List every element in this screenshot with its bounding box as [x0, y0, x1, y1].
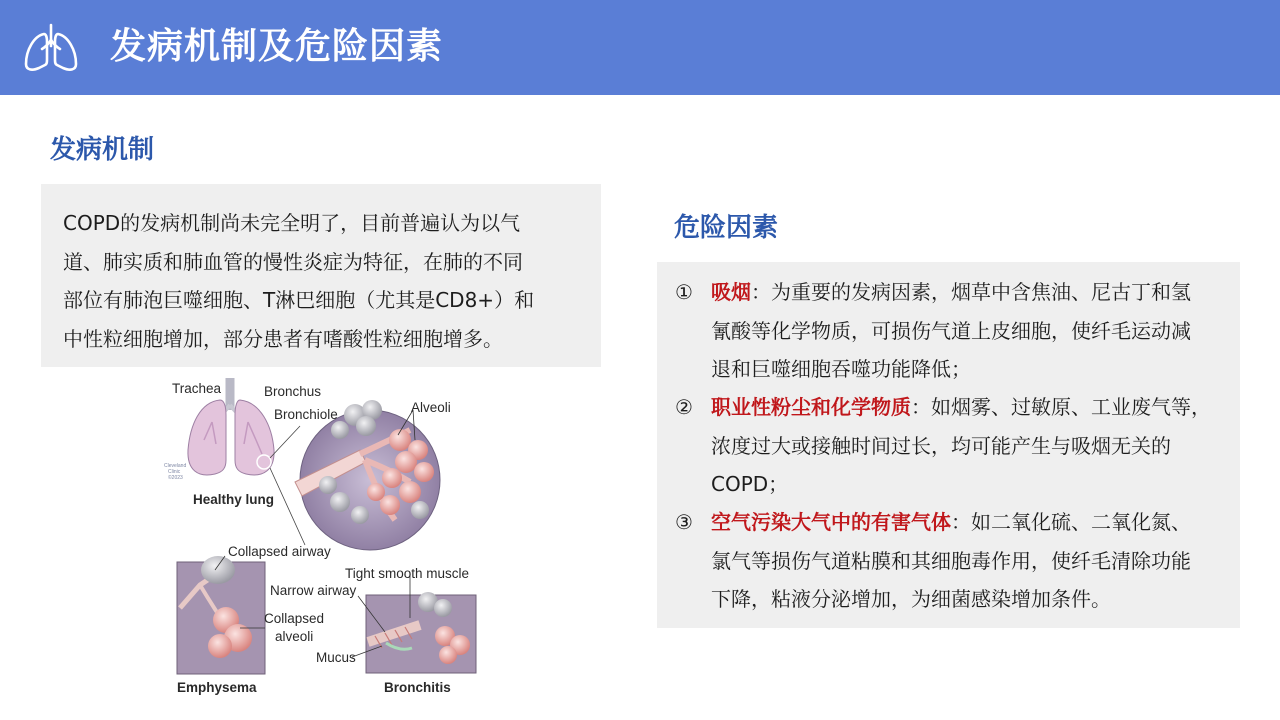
risk-keyword: 吸烟	[711, 280, 751, 304]
risk-text: ：为重要的发病因素，烟草中含焦油、尼古丁和氢	[751, 280, 1191, 304]
label-collapsed-airway: Collapsed airway	[228, 544, 331, 559]
mechanism-text	[63, 204, 579, 358]
mechanism-panel	[41, 184, 601, 367]
risk-number: ③	[675, 510, 693, 534]
label-bronchiole: Bronchiole	[274, 407, 338, 422]
bronchitis-illustration	[352, 576, 476, 673]
mechanism-line: 中性粒细胞增加，部分患者有嗜酸性粒细胞增多。	[63, 326, 503, 351]
credit-cleveland: Cleveland	[164, 463, 187, 469]
label-collapsed: Collapsed	[264, 611, 325, 626]
label-emphysema: Emphysema	[177, 680, 257, 695]
header-bar	[0, 0, 1280, 95]
mechanism-heading: 发病机制	[50, 135, 155, 165]
label-tight-smooth-muscle: Tight smooth muscle	[345, 566, 470, 581]
label-narrow-airway: Narrow airway	[270, 583, 357, 598]
label-mucus: Mucus	[316, 650, 356, 665]
risk-number: ②	[675, 395, 693, 419]
risk-text: 氰酸等化学物质，可损伤气道上皮细胞，使纤毛运动减	[711, 318, 1191, 343]
mechanism-line: 部位有肺泡巨噬细胞、T淋巴细胞（尤其是CD8+）和	[63, 288, 535, 312]
copd-lung-diagram	[160, 370, 490, 705]
label-bronchitis: Bronchitis	[384, 680, 451, 695]
magnified-alveoli-illustration	[295, 400, 440, 550]
risk-text: 下降，粘液分泌增加，为细菌感染增加条件。	[711, 587, 1111, 611]
mechanism-line: 道、肺实质和肺血管的慢性炎症为特征，在肺的不同	[63, 249, 523, 274]
risk-text: 退和巨噬细胞吞噬功能降低；	[711, 357, 971, 381]
label-healthy-lung: Healthy lung	[193, 492, 275, 507]
label-alveoli: Alveoli	[411, 400, 451, 415]
label-alveoli-2: alveoli	[275, 629, 314, 644]
risk-keyword: 职业性粉尘和化学物质	[711, 395, 911, 419]
credit-clinic: Clinic	[168, 469, 181, 475]
risk-text: 浓度过大或接触时间过长，均可能产生与吸烟无关的	[711, 433, 1171, 458]
risk-panel	[657, 262, 1240, 628]
risk-text: ：如二氧化硫、二氧化氮、	[951, 510, 1191, 534]
label-bronchus: Bronchus	[264, 384, 322, 399]
label-trachea: Trachea	[172, 381, 222, 396]
emphysema-illustration	[177, 556, 265, 674]
page-title: 发病机制及危险因素	[110, 26, 444, 67]
risk-heading: 危险因素	[674, 213, 779, 243]
credit-year: ©2023	[168, 475, 183, 481]
risk-text: COPD；	[711, 472, 789, 496]
risk-text: 氯气等损伤气道粘膜和其细胞毒作用，使纤毛清除功能	[711, 548, 1191, 573]
risk-keyword: 空气污染大气中的有害气体	[711, 510, 951, 534]
mechanism-line: COPD的发病机制尚未完全明了，目前普遍认为以气	[63, 211, 521, 235]
lungs-icon	[22, 22, 80, 74]
risk-text: ：如烟雾、过敏原、工业废气等，	[911, 395, 1211, 419]
risk-number: ①	[675, 280, 693, 304]
